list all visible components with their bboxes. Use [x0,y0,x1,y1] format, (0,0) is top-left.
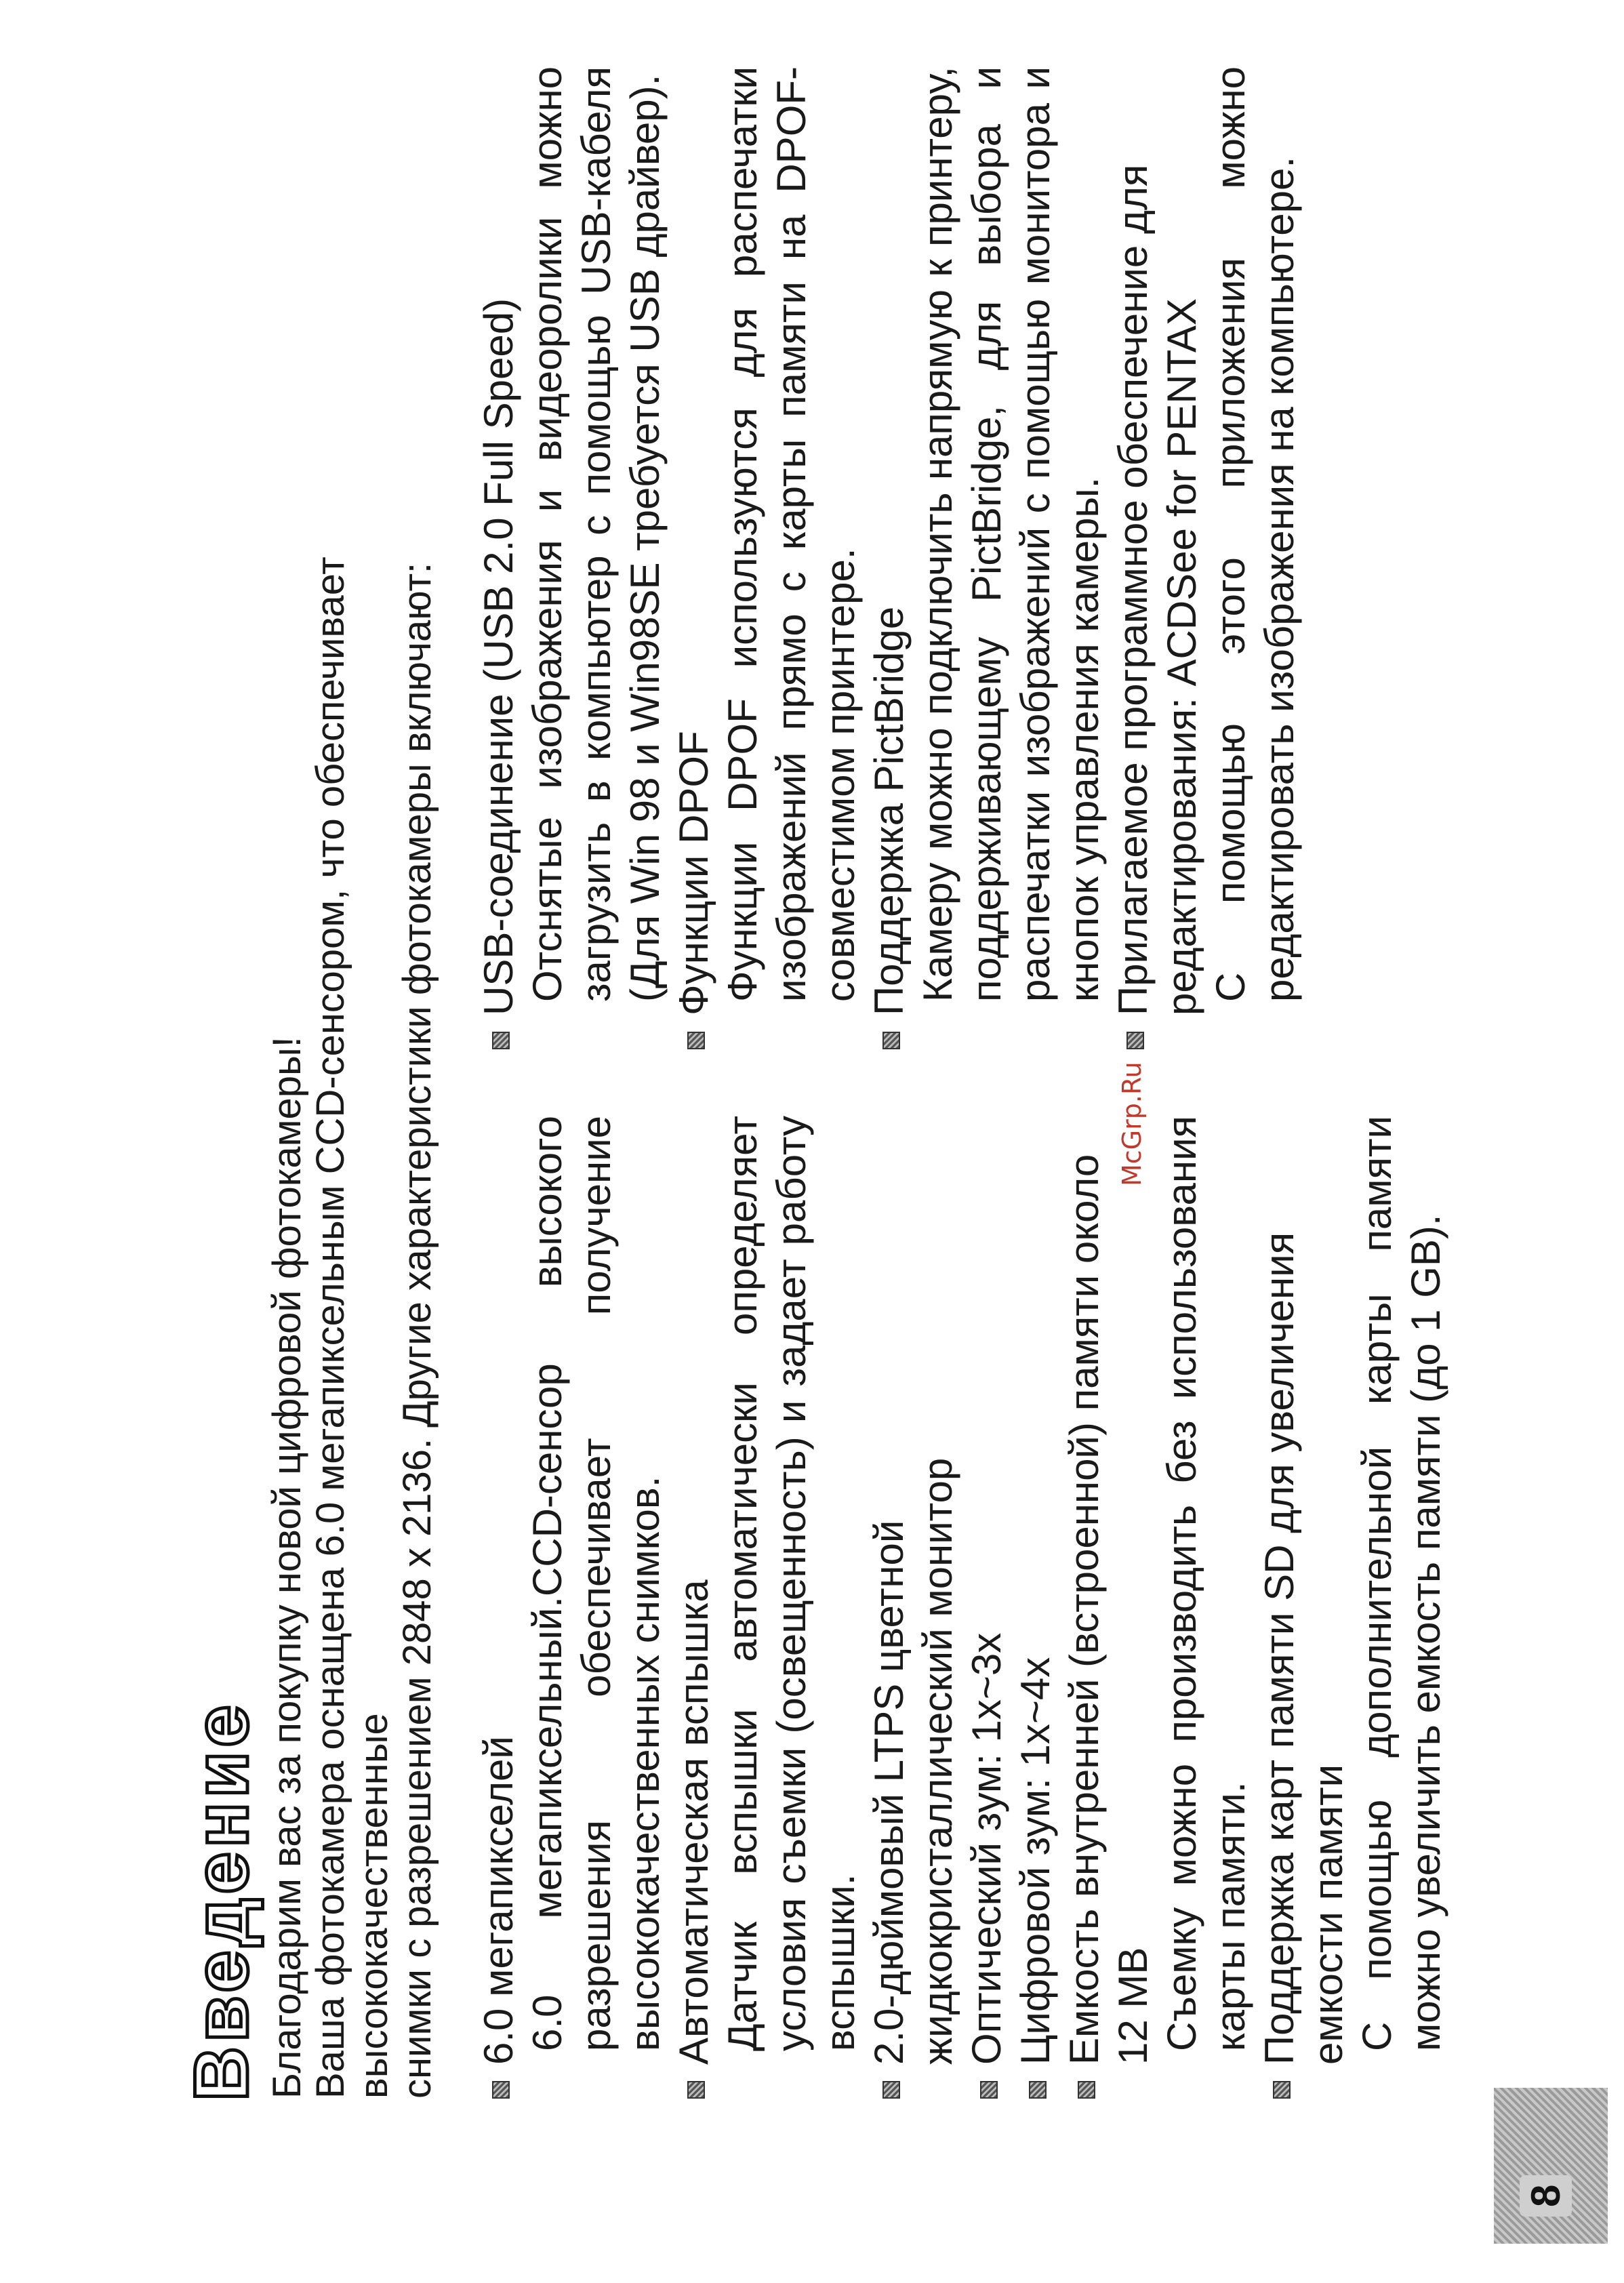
feature-description: Отснятые изображения и видеоролики можно загрузить в компьютер с помощью USB-кабеля (Для Win 98 и Win98SE требуется USB драйвер). [525,66,668,1002]
feature-heading: Функции DPOF [671,731,716,1015]
bullet-icon [1029,2081,1047,2099]
intro-line: Ваша фотокамера оснащена 6.0 мегапиксельным CCD-сенсором, что обеспечивает высококачественные [308,557,396,2099]
bullet-icon [882,2081,900,2099]
intro-paragraph [266,268,439,2099]
feature-description: С помощью этого приложения можно редактировать изображения на компьютере. [1208,66,1302,1002]
feature-description: Датчик вспышки автоматически определяет условия съемки (освещенность) и задает работу вспышки. [720,1116,863,2051]
feature-description: Съемку можно производить без использования карты памяти. [1159,1116,1253,2051]
features-left-column [474,1116,1450,2099]
watermark-text: McGrp.Ru [1117,1062,1147,1186]
bullet-icon [492,2081,510,2099]
page-number-badge [1494,2088,1608,2244]
feature-item [670,1116,865,2099]
bullet-icon [1078,2081,1095,2099]
feature-heading: 6.0 мегапикселей [476,1736,521,2065]
feature-heading: USB-соединение (USB 2.0 Full Speed) [476,298,521,1015]
feature-item [962,1116,1011,2099]
feature-heading: Поддержка карт памяти SD для увеличения емкости памяти [1257,1232,1351,2065]
feature-heading: Емкость внутренней (встроенной) памяти около 12 MB [1061,1154,1156,2065]
feature-heading: 2.0-дюймовый LTPS цветной жидкокристаллический монитор [866,1457,960,2065]
bullet-icon [1126,1032,1144,1049]
feature-item [1060,1116,1255,2099]
bullet-icon [492,1032,510,1049]
features-right-column [474,66,1304,1049]
feature-heading: Оптический зум: 1x~3x [964,1632,1009,2065]
bullet-icon [687,2081,705,2099]
intro-line: Благодарим вас за покупку новой цифровой фотокамеры! [265,1036,309,2099]
feature-item [1255,1116,1450,2099]
feature-heading: Автоматическая вспышка [671,1579,716,2065]
bullet-icon [980,2081,998,2099]
feature-item [1011,1116,1060,2099]
bullet-icon [1273,2081,1291,2099]
page-number: 8 [1520,2175,1572,2217]
page-title: Введение [179,1701,264,2101]
feature-item [865,1116,962,2099]
feature-description: Камеру можно подключить напрямую к принтеру, поддерживающему PictBridge, для выбора и распечатки изображений с помощью монитора и кнопок управления камеры. [915,66,1107,1002]
intro-line: снимки с разрешением 2848 x 2136. Другие характеристики фотокамеры включают: [395,562,439,2099]
feature-heading: Цифровой зум: 1x~4x [1013,1657,1058,2065]
feature-description: Функции DPOF используются для распечатки изображений прямо с карты памяти на DPOF-совместимом принтере. [720,66,863,1002]
feature-item [865,66,1109,1049]
bullet-icon [687,1032,705,1049]
feature-item [1109,66,1304,1049]
feature-description: С помощью дополнительной карты памяти можно увеличить емкость памяти (до 1 GB). [1354,1116,1448,2051]
feature-item [474,66,670,1049]
feature-item [474,1116,670,2099]
feature-item [670,66,865,1049]
feature-heading: Поддержка PictBridge [866,606,912,1015]
feature-description: 6.0 мегапиксельный.CCD-сенсор высокого разрешения обеспечивает получение высококачественных снимков. [525,1116,668,2051]
feature-heading: Прилагаемое программное обеспечение для редактирования: ACDSee for PENTAX [1110,164,1204,1015]
bullet-icon [882,1032,900,1049]
